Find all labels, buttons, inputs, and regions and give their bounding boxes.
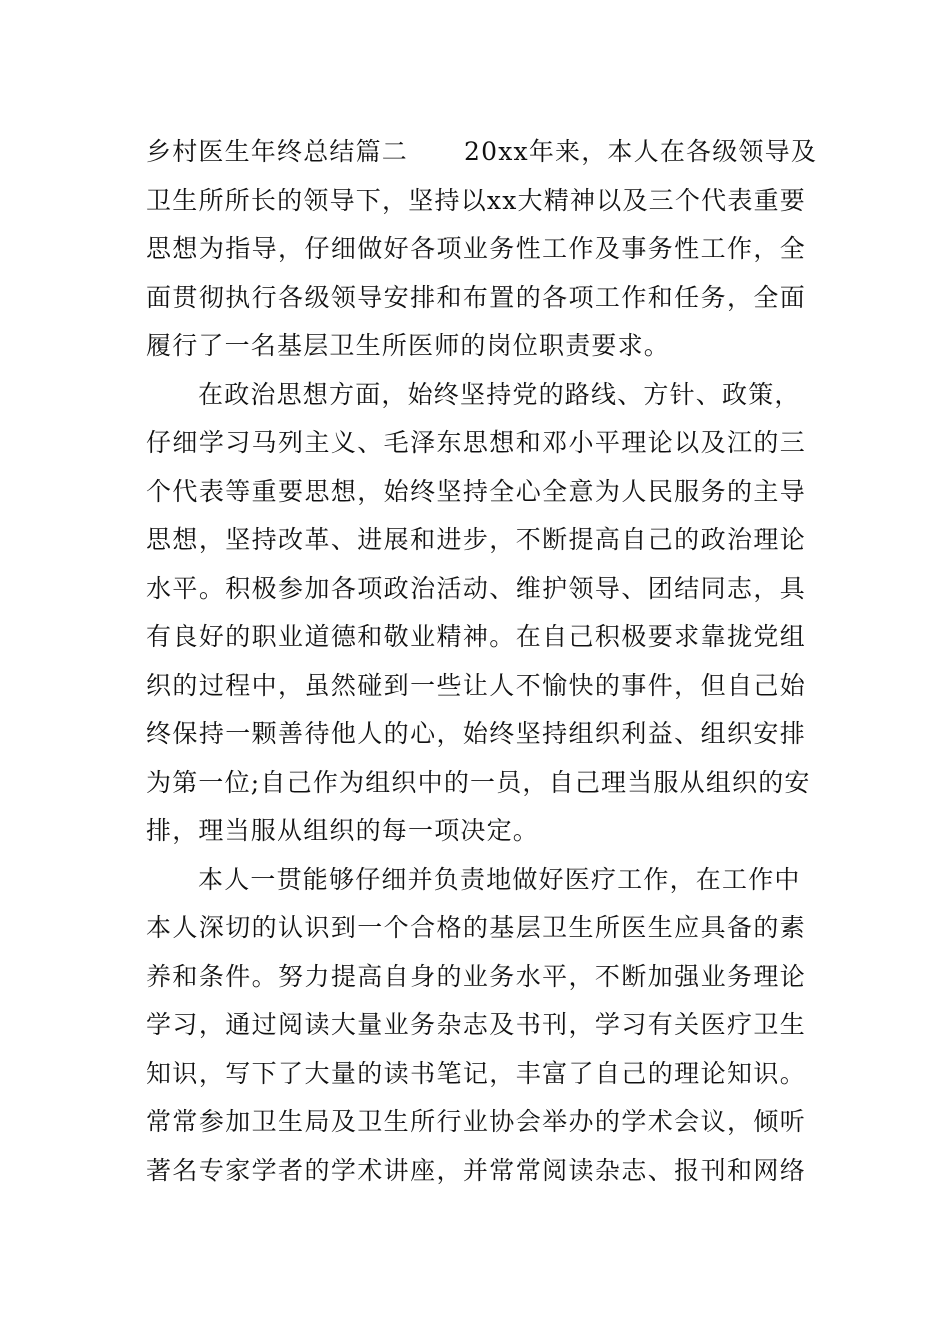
paragraph-line: 思想为指导，仔细做好各项业务性工作及事务性工作，全	[146, 234, 806, 263]
paragraph-line: 思想，坚持改革、进展和进步，不断提高自己的政治理论	[146, 525, 806, 554]
paragraph-line: 有良好的职业道德和敬业精神。在自己积极要求靠拢党组	[146, 622, 806, 651]
paragraph-line: 卫生所所长的领导下，坚持以xx大精神以及三个代表重要	[146, 185, 806, 215]
document-title: 乡村医生年终总结篇二	[146, 137, 409, 166]
paragraph-line: 著名专家学者的学术讲座，并常常阅读杂志、报刊和网络	[146, 1155, 806, 1185]
paragraph-1	[146, 128, 818, 371]
paragraph-line: 排，理当服从组织的每一项决定。	[146, 816, 540, 845]
paragraph-line: 本人深切的认识到一个合格的基层卫生所医生应具备的素	[146, 913, 806, 942]
paragraph-line: 学习，通过阅读大量业务杂志及书刊，学习有关医疗卫生	[146, 1010, 806, 1039]
paragraph-line: 水平。积极参加各项政治活动、维护领导、团结同志，具	[146, 573, 806, 603]
paragraph-line: 养和条件。努力提高自身的业务水平，不断加强业务理论	[146, 961, 806, 991]
paragraph-line: 织的过程中，虽然碰到一些让人不愉快的事件，但自己始	[146, 670, 806, 700]
paragraph-line: 面贯彻执行各级领导安排和布置的各项工作和任务，全面	[146, 282, 806, 312]
paragraph-line: 终保持一颗善待他人的心，始终坚持组织利益、组织安排	[146, 719, 806, 748]
paragraph-line: 知识，写下了大量的读书笔记，丰富了自己的理论知识。	[146, 1058, 806, 1088]
paragraph-line: 为第一位;自己作为组织中的一员，自己理当服从组织的安	[146, 767, 811, 797]
paragraph-2	[146, 371, 811, 856]
paragraph-line: 履行了一名基层卫生所医师的岗位职责要求。	[146, 331, 671, 360]
paragraph-line: 在政治思想方面，始终坚持党的路线、方针、政策，	[198, 379, 801, 409]
paragraph-line: 个代表等重要思想，始终坚持全心全意为人民服务的主导	[146, 476, 806, 506]
document-body	[146, 128, 818, 1195]
paragraph-3	[146, 856, 806, 1196]
paragraph-line: 乡村医生年终总结篇二 20xx年来，本人在各级领导及	[146, 137, 818, 166]
paragraph-line: 本人一贯能够仔细并负责地做好医疗工作，在工作中	[198, 864, 801, 894]
paragraph-line: 常常参加卫生局及卫生所行业协会举办的学术会议，倾听	[146, 1107, 806, 1136]
paragraph-line: 仔细学习马列主义、毛泽东思想和邓小平理论以及江的三	[146, 428, 806, 457]
